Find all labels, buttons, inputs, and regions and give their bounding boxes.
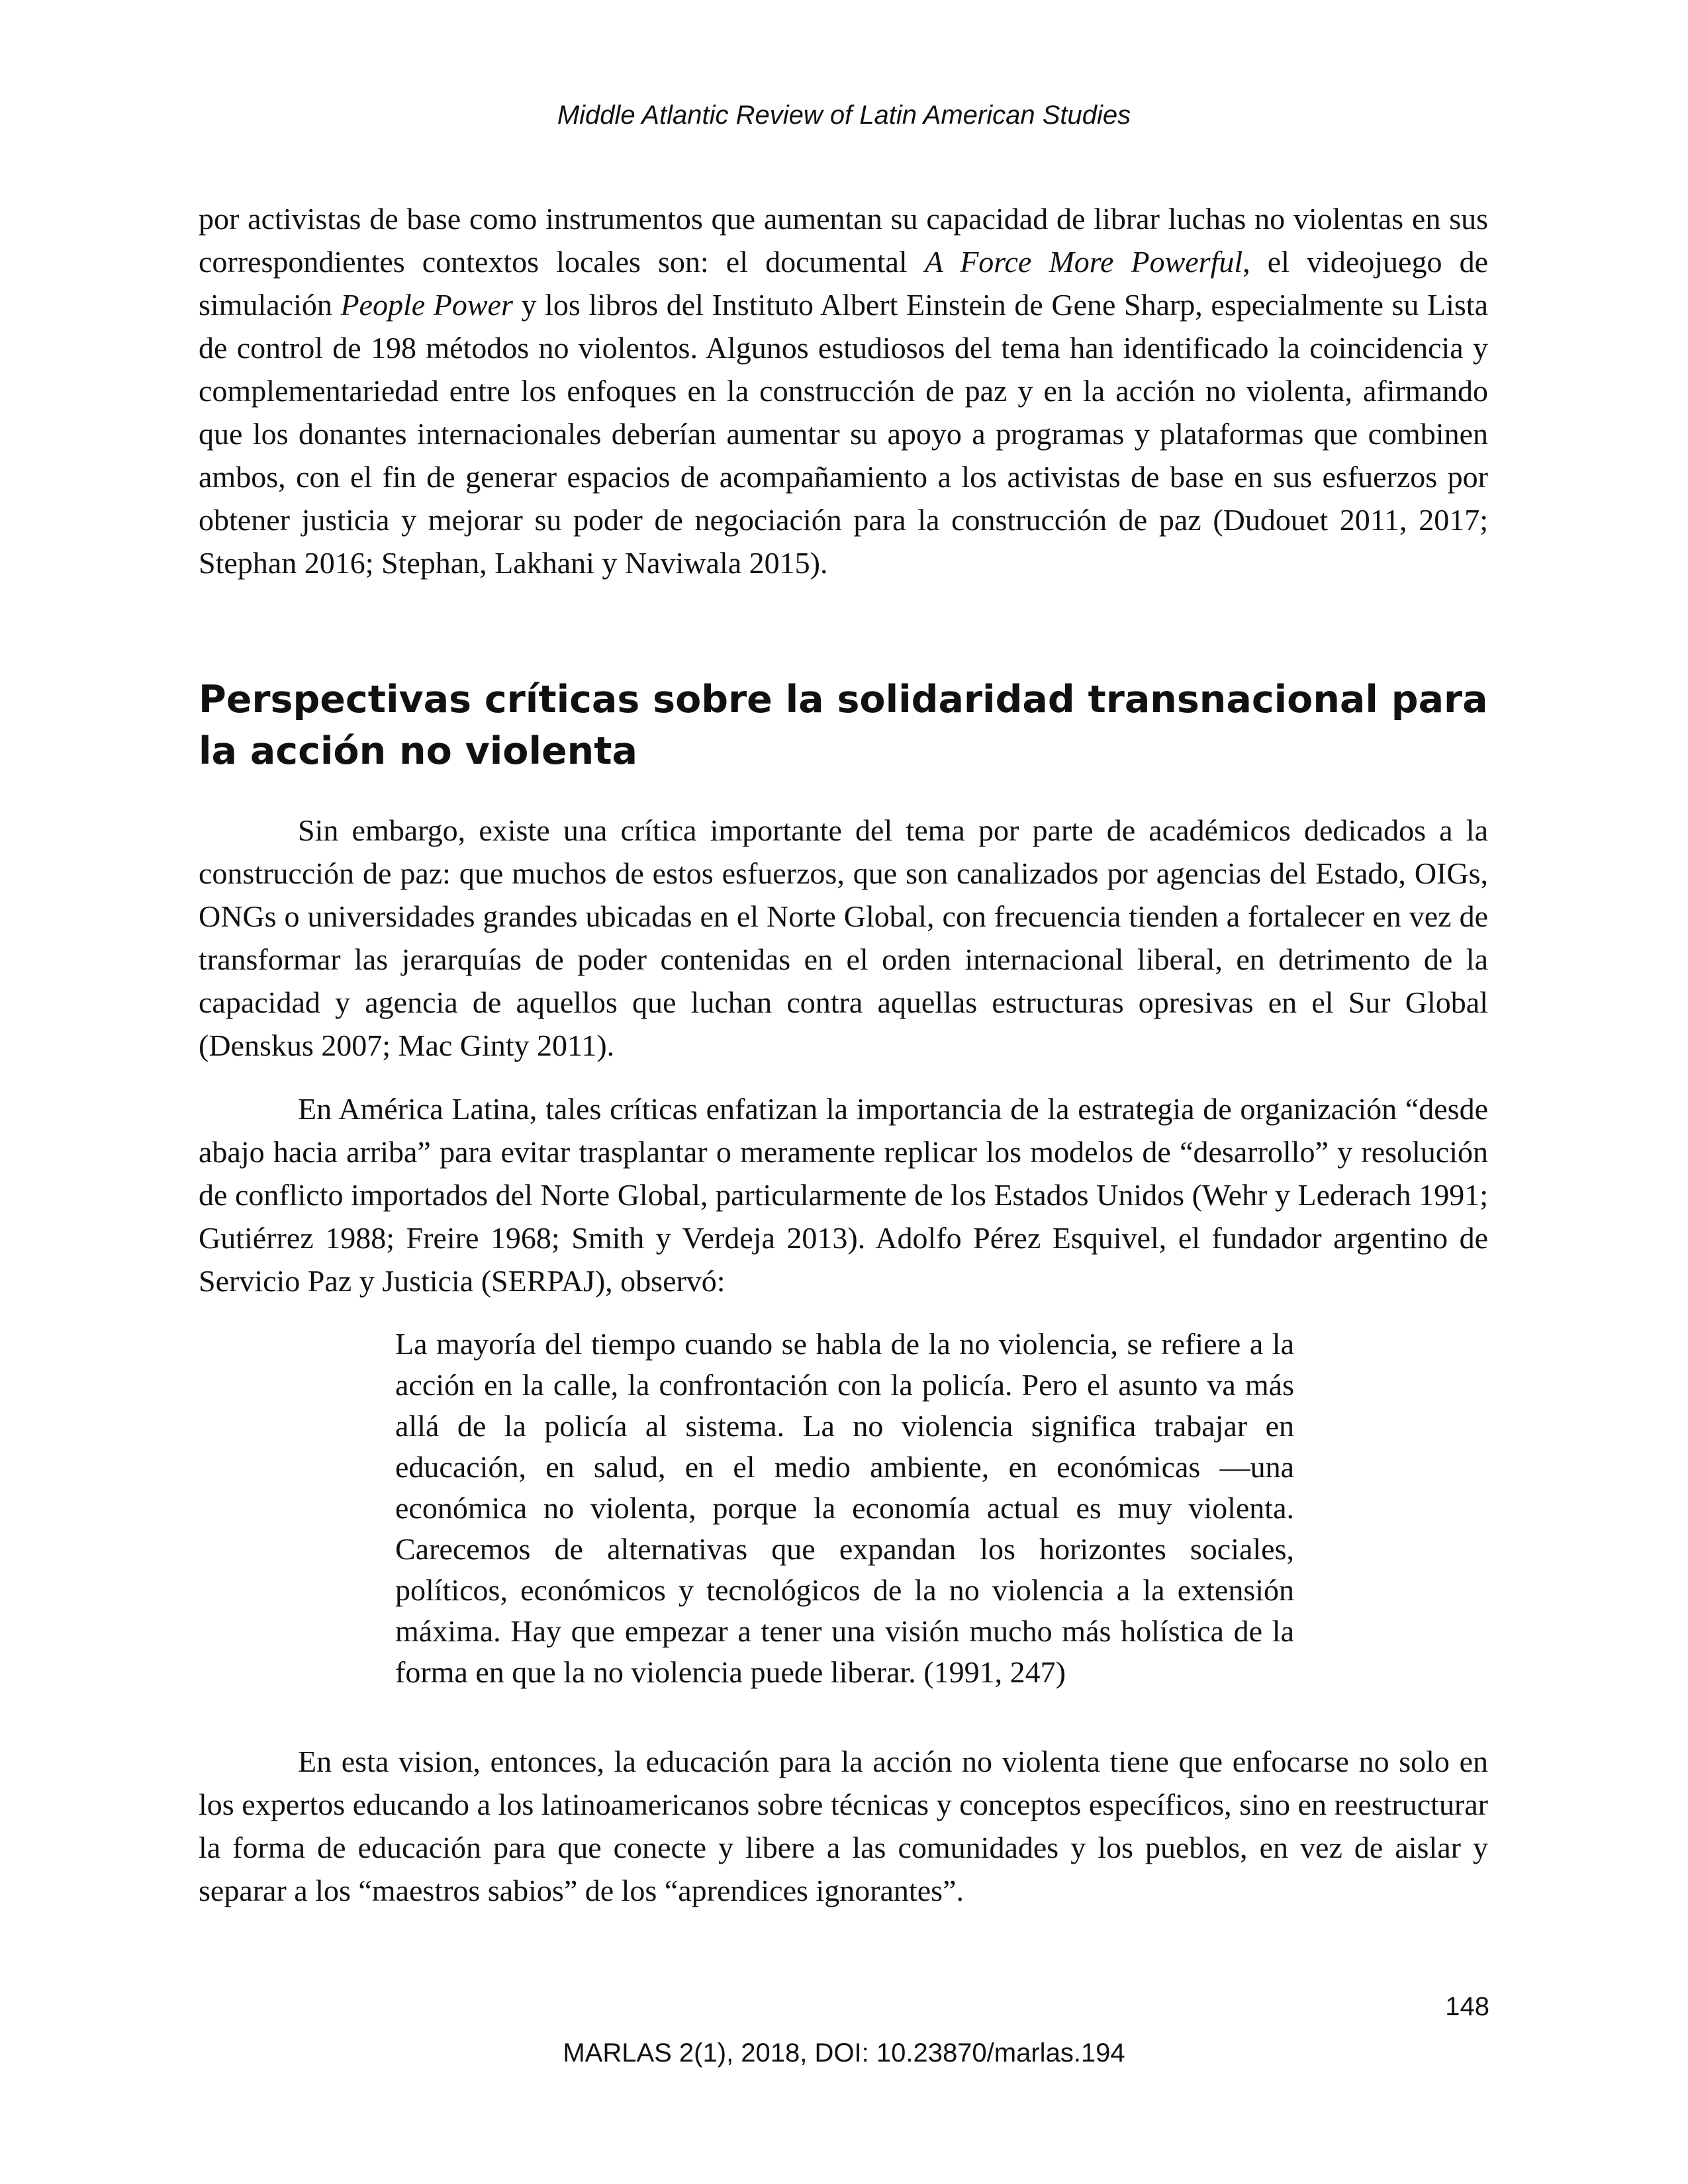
paragraph-1-text-a: por activistas de base como instrumentos que aumentan su capacidad de librar luchas no violentas en sus correspondientes contextos locales son: el documental (199, 202, 1488, 279)
block-quote: La mayoría del tiempo cuando se habla de la no violencia, se refiere a la acción en la calle, la confrontación con la policía. Pero el asunto va más allá de la policía al sistema. La no violencia significa trabajar en educación, en salud, en el medio ambiente, en económicas —una económica no violenta, porque la economía actual es muy violenta. Carecemos de alternativas que expandan los horizontes sociales, políticos, económicos y tecnológicos de la no violencia a la extensión máxima. Hay que empezar a tener una visión mucho más holística de la forma en que la no violencia puede liberar. (1991, 247) (395, 1327, 1294, 1689)
film-title: A Force More Powerful (924, 245, 1243, 279)
section-heading: Perspectivas críticas sobre la solidaridad transnacional para la acción no violenta (199, 678, 1488, 773)
game-title: People Power (340, 288, 513, 322)
running-header: Middle Atlantic Review of Latin American Studies (557, 101, 1131, 130)
body-paragraph-4: En esta vision, entonces, la educación para la acción no violenta tiene que enfocarse no solo en los expertos educando a los latinoamericanos sobre técnicas y conceptos específicos, sino en reestructurar la forma de educación para que conecte y libere a las comunidades y los pueblos, en vez de aislar y separar a los “maestros sabios” de los “aprendices ignorantes”. (199, 1745, 1488, 1907)
paragraph-1-text-b: , el videojuego de simulación (199, 245, 1489, 322)
paragraph-1-text-c: y los libros del Instituto Albert Einstein de Gene Sharp, especialmente su Lista de control de 198 métodos no violentos. Algunos estudiosos del tema han identificado la coincidencia y complementariedad entre los enfoques en la construcción de paz y en la acción no violenta, afirmando que los donantes internacionales deberían aumentar su apoyo a programas y plataformas que combinen ambos, con el fin de generar espacios de acompañamiento a los activistas de base en sus esfuerzos por obtener justicia y mejorar su poder de negociación para la construcción de paz (Dudouet 2011, 2017; Stephan 2016; Stephan, Lakhani y Naviwala 2015). (199, 288, 1488, 580)
page-number: 148 (1445, 1992, 1489, 2021)
body-paragraph-2: Sin embargo, existe una crítica importante del tema por parte de académicos dedicados a la construcción de paz: que muchos de estos esfuerzos, que son canalizados por agencias del Estado, OIGs, ONGs o universidades grandes ubicadas en el Norte Global, con frecuencia tienden a fortalecer en vez de transformar las jerarquías de poder contenidas en el orden internacional liberal, en detrimento de la capacidad y agencia de aquellos que luchan contra aquellas estructuras opresivas en el Sur Global (Denskus 2007; Mac Ginty 2011). (199, 813, 1488, 1062)
body-paragraph-1 (199, 197, 1488, 584)
body-paragraph-3: En América Latina, tales críticas enfatizan la importancia de la estrategia de organización “desde abajo hacia arriba” para evitar trasplantar o meramente replicar los modelos de “desarrollo” y resolución de conflicto importados del Norte Global, particularmente de los Estados Unidos (Wehr y Lederach 1991; Gutiérrez 1988; Freire 1968; Smith y Verdeja 2013). Adolfo Pérez Esquivel, el fundador argentino de Servicio Paz y Justicia (SERPAJ), observó: (199, 1092, 1488, 1298)
footer-citation: MARLAS 2(1), 2018, DOI: 10.23870/marlas.194 (563, 2038, 1125, 2068)
